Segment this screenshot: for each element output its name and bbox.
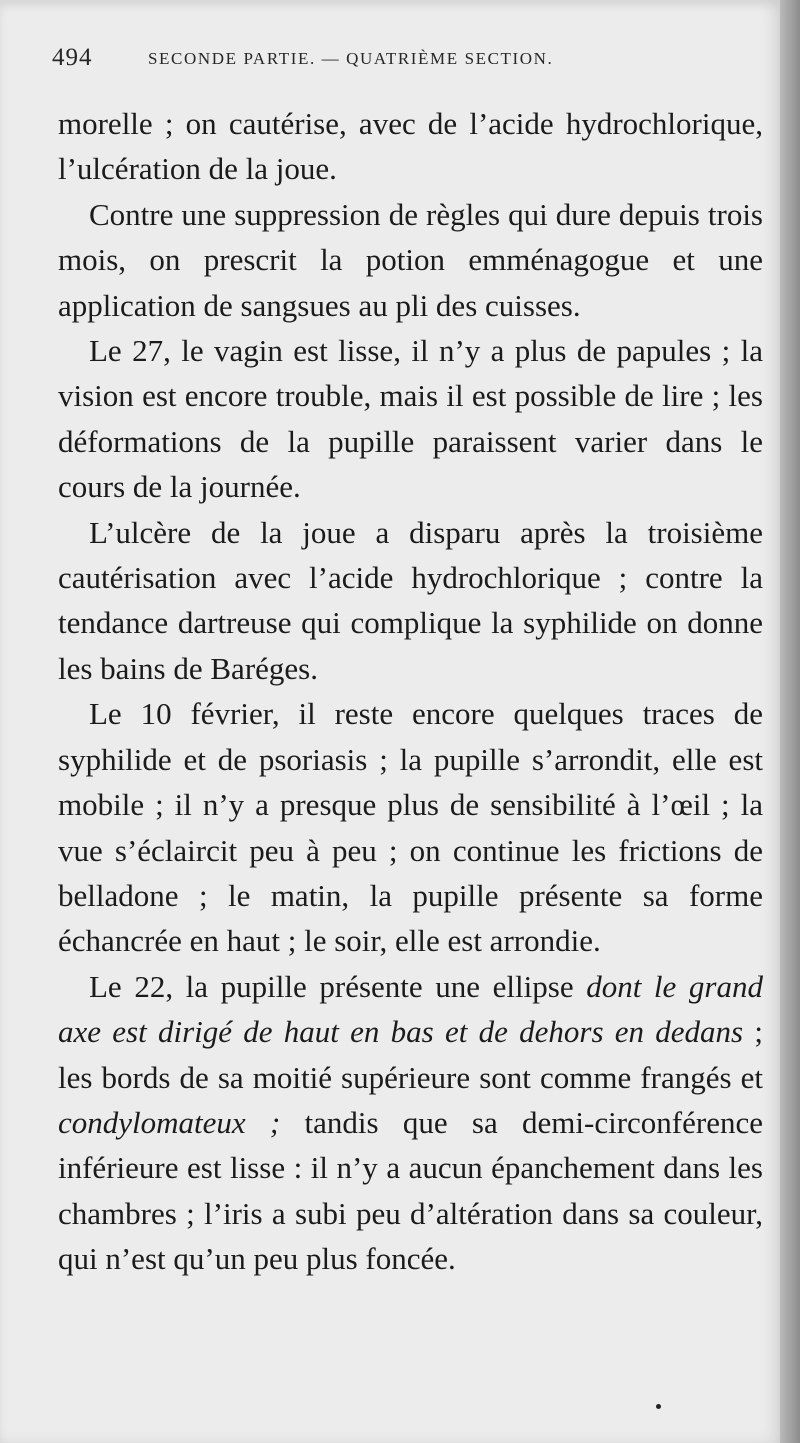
paragraph-text: morelle ; on cautérise, avec de l’acide hydrochlorique, l’ulcération de la joue.	[58, 106, 763, 187]
ink-speck	[656, 1404, 661, 1409]
paragraph-february-10	[58, 691, 763, 963]
paragraph-menstruation	[58, 192, 763, 328]
paragraph-text: Contre une suppression de règles qui dure depuis trois mois, on prescrit la potion emménagogue et une application de sangsues au pli des cuisses.	[58, 196, 763, 323]
paragraph-continuation	[58, 101, 763, 192]
page-header	[52, 44, 742, 84]
paragraph-text-middle: ; les bords de sa moitié supérieure sont comme frangés et	[58, 1014, 763, 1095]
paragraph-text: Le 27, le vagin est lisse, il n’y a plus de papules ; la vision est encore trouble, mais il est possible de lire ; les déformations de la pupille paraissent varier dans le cours de la journée.	[58, 333, 763, 505]
paragraph-day-22	[58, 964, 763, 1282]
paragraph-text: L’ulcère de la joue a disparu après la troisième cautérisation avec l’acide hydrochlorique ; contre la tendance dartreuse qui complique la syphilide on donne les bains de Baréges.	[58, 514, 763, 686]
paragraph-text-start: Le 22, la pupille présente une ellipse	[89, 968, 587, 1004]
page-number: 494	[52, 44, 93, 71]
italic-condylomatous: condylomateux ;	[58, 1104, 281, 1140]
paragraph-text: Le 10 février, il reste encore quelques traces de syphilide et de psoriasis ; la pupille s’arrondit, elle est mobile ; il n’y a presque plus de sensibilité à l’œil ; la vue s’éclaircit peu à peu ; on continue les frictions de belladone ; le matin, la pupille présente sa forme échancrée en haut ; le soir, elle est arrondie.	[58, 696, 763, 959]
italic-ellipse-description: dont le grand axe est dirigé de haut en bas et de dehors en dedans	[58, 968, 763, 1050]
paragraph-text-end: tandis que sa demi-circonférence inférieure est lisse : il n’y a aucun épanchement dans les chambres ; l’iris a subi peu d’altération dans sa couleur, qui n’est qu’un peu plus foncée.	[58, 1104, 763, 1277]
page-edge-shadow	[780, 0, 800, 1443]
body-text	[58, 101, 763, 1282]
paragraph-ulcer	[58, 510, 763, 692]
running-head: SECONDE PARTIE. — QUATRIÈME SECTION.	[148, 49, 554, 68]
paragraph-day-27	[58, 328, 763, 510]
